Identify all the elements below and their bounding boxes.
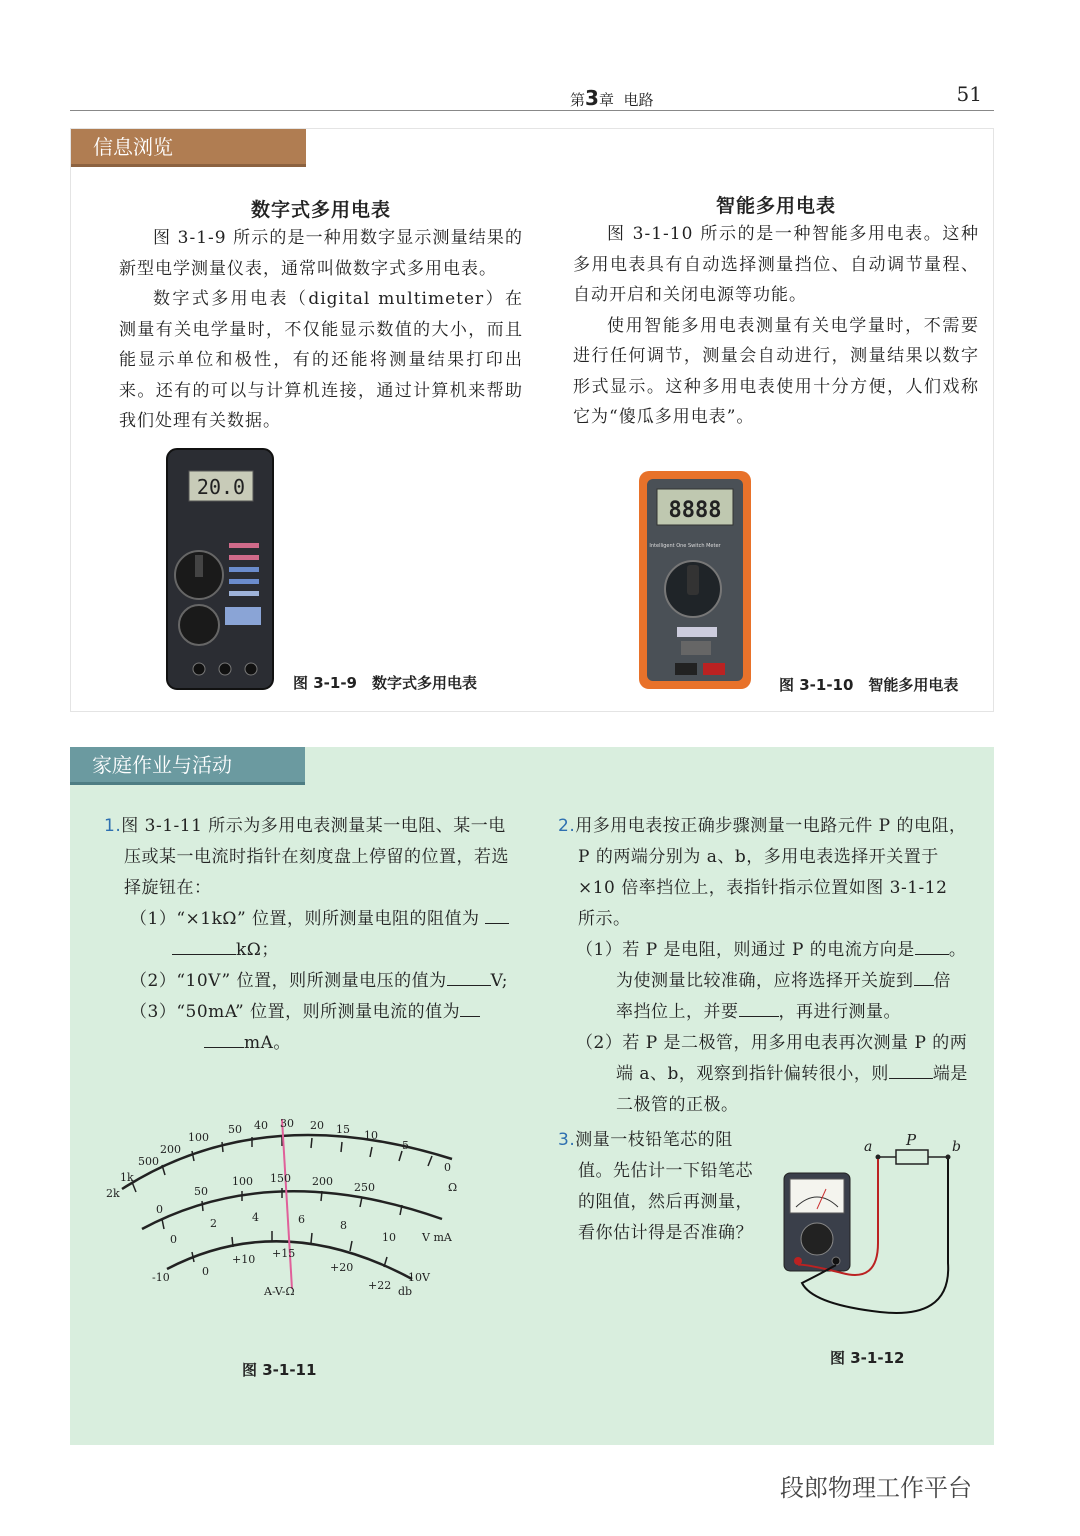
question-1 — [104, 811, 514, 1059]
question-number: 2. — [558, 816, 576, 836]
db-tick-label: +20 — [330, 1261, 354, 1274]
sub-question — [104, 966, 514, 997]
question-number: 1. — [104, 816, 122, 836]
circuit-measurement-figure — [782, 1133, 972, 1333]
question-stem — [104, 811, 514, 904]
figure-caption: 图 3-1-12 — [830, 1349, 905, 1367]
sub-question — [558, 1028, 968, 1121]
db-tick-label: 0 — [202, 1265, 209, 1278]
sub-text: 倍率挡位上，并要 — [616, 971, 951, 1022]
stem-text: 图 3-1-11 所示为多用电表测量某一电阻、某一电压或某一电流时指针在刻度盘上停留的位置，若选择旋钮在： — [121, 816, 509, 898]
ohm-tick-label: 0 — [444, 1161, 451, 1174]
label-a: a — [864, 1139, 873, 1155]
sub-text: 端是二极管的正极。 — [616, 1064, 968, 1115]
db-tick-label: -10 — [152, 1271, 170, 1284]
sub-text: kΩ； — [236, 940, 279, 960]
figure-caption: 图 3-1-9 数字式多用电表 — [293, 674, 477, 692]
ohm-tick-label: 1k — [120, 1171, 134, 1184]
ohm-unit: Ω — [448, 1181, 458, 1194]
sub-text: （1）若 P 是电阻，则通过 P 的电流方向是 — [576, 940, 915, 960]
meter-dial-figure — [92, 1109, 472, 1309]
answer-blank[interactable] — [739, 998, 779, 1017]
sub-text: （2）若 P 是二极管，用多用电表再次测量 P 的两端 a、b，观察到指针偏转很小，则 — [576, 1033, 968, 1084]
ohm-tick-label: 10 — [364, 1129, 378, 1142]
paragraph: 使用智能多用电表测量有关电学量时，不需要进行任何调节，测量会自动进行，测量结果以数字形式显示。这种多用电表使用十分方便，人们戏称它为“傻瓜多用电表”。 — [573, 315, 979, 427]
ohm-tick-label: 40 — [254, 1119, 268, 1132]
answer-blank[interactable] — [172, 936, 236, 955]
db-tick-label: +22 — [368, 1279, 392, 1292]
digital-display-reading: 20.0 — [196, 475, 246, 499]
digital-meter-section — [119, 197, 523, 437]
smart-multimeter-image — [637, 469, 753, 691]
section-title: 智能多用电表 — [715, 195, 836, 217]
db-tick-label: +10 — [232, 1253, 256, 1266]
page-header — [70, 78, 994, 111]
digital-multimeter-image — [165, 447, 277, 693]
homework-tab: 家庭作业与活动 — [70, 747, 305, 785]
sub-text: ，再进行测量。 — [778, 1002, 901, 1022]
paragraph: 图 3-1-9 所示的是一种用数字显示测量结果的新型电学测量仪表，通常叫做数字式多用电表。 — [119, 228, 523, 279]
smart-display-reading: 8888 — [668, 498, 722, 523]
ohm-tick-label: 20 — [310, 1119, 324, 1132]
v-tick-label: 6 — [298, 1213, 305, 1226]
footer-watermark: 段郎物理工作平台 — [780, 1474, 972, 1502]
question-number: 3. — [558, 1130, 576, 1150]
ohm-tick-label: 50 — [228, 1123, 242, 1136]
sub-text: 。为使测量比较准确，应将选择开关旋到 — [616, 940, 967, 991]
page-number: 51 — [956, 82, 982, 106]
answer-blank[interactable] — [889, 1060, 933, 1079]
chapter-title: 电路 — [623, 91, 654, 109]
section-title: 数字式多用电表 — [250, 199, 391, 221]
label-p: P — [906, 1133, 917, 1149]
ohm-tick-label: 15 — [336, 1123, 350, 1136]
db-label: db — [398, 1285, 413, 1298]
mid-tick-label: 150 — [270, 1172, 291, 1185]
question-stem — [558, 811, 968, 935]
stem-text: 测量一枝铅笔芯的阻值。先估计一下铅笔芯的阻值，然后再测量，看你估计得是否准确？ — [575, 1130, 753, 1243]
answer-blank[interactable] — [447, 967, 491, 986]
sub-text: mA。 — [244, 1033, 291, 1053]
sub-text: （2）“10V” 位置，则所测量电压的值为 — [130, 971, 447, 991]
ohm-tick-label: 30 — [280, 1117, 294, 1130]
ohm-tick-label: 2k — [106, 1187, 120, 1200]
sub-question — [104, 997, 514, 1059]
label-b: b — [952, 1139, 961, 1155]
answer-blank[interactable] — [204, 1029, 244, 1048]
v-tick-label: 4 — [252, 1211, 259, 1224]
mid-tick-label: 250 — [354, 1181, 375, 1194]
mid-tick-label: 50 — [194, 1185, 208, 1198]
figure-caption: 图 3-1-11 — [242, 1361, 317, 1379]
answer-blank[interactable] — [915, 936, 949, 955]
sub-text: （3）“50mA” 位置，则所测量电流的值为 — [130, 1002, 461, 1022]
chapter-label — [570, 86, 654, 110]
mid-tick-label: 200 — [312, 1175, 333, 1188]
sub-question — [104, 904, 514, 966]
mid-tick-label: 0 — [156, 1203, 163, 1216]
sub-text: （1）“×1kΩ” 位置，则所测量电阻的阻值为 — [130, 909, 480, 929]
info-tab: 信息浏览 — [71, 129, 306, 167]
element-p — [896, 1150, 928, 1164]
answer-blank[interactable] — [460, 998, 480, 1017]
paragraph: 图 3-1-10 所示的是一种智能多用电表。这种多用电表具有自动选择测量挡位、自动调节量程、自动开启和关闭电源等功能。 — [573, 224, 979, 305]
vma-label: V mA — [422, 1231, 452, 1244]
question-2 — [558, 811, 968, 1121]
info-panel — [70, 128, 994, 712]
ohm-tick-label: 500 — [138, 1155, 159, 1168]
answer-blank[interactable] — [914, 967, 934, 986]
chapter-number: 3 — [585, 86, 599, 110]
sub-text: V; — [490, 971, 508, 991]
ohm-tick-label: 200 — [160, 1143, 181, 1156]
v-tick-label: 0 — [170, 1233, 177, 1246]
stem-text: 用多用电表按正确步骤测量一电路元件 P 的电阻，P 的两端分别为 a、b，多用电表选择开关置于 ×10 倍率挡位上，表指针指示位置如图 3-1-12 所示。 — [575, 816, 967, 929]
chapter-prefix: 第 — [570, 91, 586, 109]
chapter-suffix: 章 — [598, 91, 614, 109]
question-3 — [558, 1125, 758, 1249]
db-tick-label: +15 — [272, 1247, 296, 1260]
figure-caption: 图 3-1-10 智能多用电表 — [779, 676, 959, 694]
mid-tick-label: 100 — [232, 1175, 253, 1188]
ohm-tick-label: 100 — [188, 1131, 209, 1144]
v-tick-label: 8 — [340, 1219, 347, 1232]
paragraph: 数字式多用电表（digital multimeter）在测量有关电学量时，不仅能显示数值的大小，而且能显示单位和极性，有的还能将测量结果打印出来。还有的可以与计算机连接，通过计算机来帮助我们处理有关数据。 — [119, 289, 523, 431]
pointer-needle — [282, 1119, 292, 1289]
answer-blank[interactable] — [485, 905, 509, 924]
10v-label: 10V — [408, 1271, 430, 1284]
ohm-tick-label: 5 — [402, 1139, 409, 1152]
meter-label: Intelligent One Switch Meter — [649, 543, 721, 549]
smart-meter-section — [573, 193, 979, 433]
question-stem — [558, 1125, 758, 1249]
v-tick-label: 10 — [382, 1231, 396, 1244]
sub-question — [558, 935, 968, 1028]
v-tick-label: 2 — [210, 1217, 217, 1230]
homework-panel — [70, 747, 994, 1445]
avo-label: A-V-Ω — [264, 1285, 295, 1298]
